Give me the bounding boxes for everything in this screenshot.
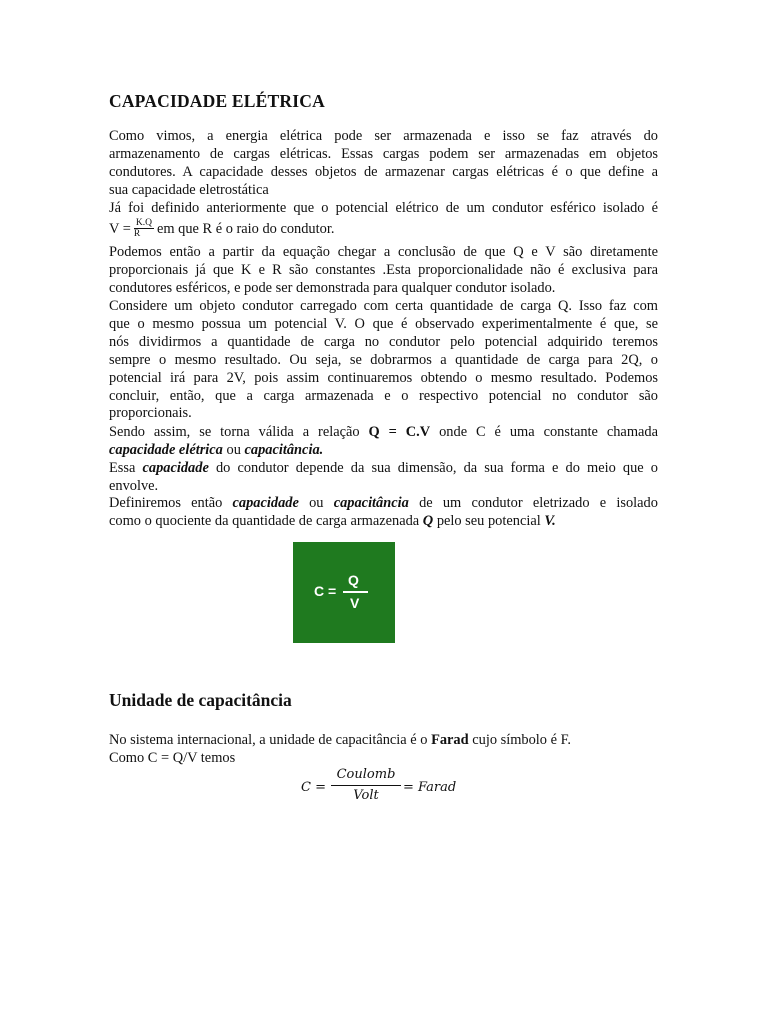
equation-lhs: C = (301, 780, 326, 795)
equation-denominator: Volt (353, 788, 379, 803)
paragraph-unit: No sistema internacional, a unidade de capacitância é o Farad cujo símbolo é F. Como C = Q/V temos (109, 732, 572, 766)
formula-numerator: Q (348, 572, 359, 588)
equation-fraction-bar (331, 785, 401, 786)
relation-q-cv: Q = C.V (368, 424, 431, 440)
capacitance-formula-box (293, 542, 395, 643)
equation-numerator: Coulomb (336, 767, 396, 782)
paragraph-potential: Já foi definido anteriormente que o potencial elétrico de um condutor esférico isolado é V = $\frac{K.Q}{R}$ em que R é o raio do condutor. (109, 200, 658, 239)
paragraph-definition: Definiremos então capacidade ou capacitância de um condutor eletrizado e isolado como o quociente da quantidade de carga armazenada Q pelo seu potencial V. (109, 495, 658, 529)
paragraph-intro: Como vimos, a energia elétrica pode ser armazenada e isso se faz através do armazenamento de cargas elétricas. Essas cargas podem ser armazenadas em objetos condutores. A capacidade desses objetos de armazenar cargas elétricas é o que define a sua capacidade eletrostática (109, 128, 658, 198)
equation-rhs: = Farad (403, 780, 457, 795)
v-label: V = (109, 220, 131, 237)
formula-fraction-bar (343, 591, 368, 593)
section-title-capacitance-unit: Unidade de capacitância (109, 690, 292, 710)
formula-c-equals: C = (314, 583, 337, 599)
equation-fraction (331, 767, 401, 804)
paragraph-capacity-depends: Essa capacidade do condutor depende da sua dimensão, da sua forma e do meio que o envolve. (109, 460, 658, 494)
paragraph-relation: Sendo assim, se torna válida a relação Q = C.V onde C é uma constante chamada capacidade elétrica ou capacitância. (109, 424, 658, 458)
formula-denominator: V (350, 595, 360, 611)
paragraph-experiment: Considere um objeto condutor carregado com certa quantidade de carga Q. Isso faz com que o mesmo possua um potencial V. O que é observado experimentalmente é que, se nós dividirmos a quantidade de carga no condutor pelo potencial adquirido teremos sempre o mesmo resultado. Ou seja, se dobrarmos a quantidade de carga para 2Q, o potencial irá para 2V, pois assim continuaremos obtendo o mesmo resultado. Podemos concluir, então, que a carga armazenada e o respectivo potencial no condutor são proporcionais. (109, 298, 658, 422)
page-title: CAPACIDADE ELÉTRICA (109, 91, 325, 111)
paragraph-proportional: Podemos então a partir da equação chegar a conclusão de que Q e V são diretamente proporcionais já que K e R são constantes .Esta proporcionalidade não é exclusiva para condutores esféricos, e pode ser demonstrada para qualquer condutor isolado. (109, 244, 658, 296)
kq-over-r-fraction: $\frac{K.Q}{R}$ (133, 217, 152, 239)
